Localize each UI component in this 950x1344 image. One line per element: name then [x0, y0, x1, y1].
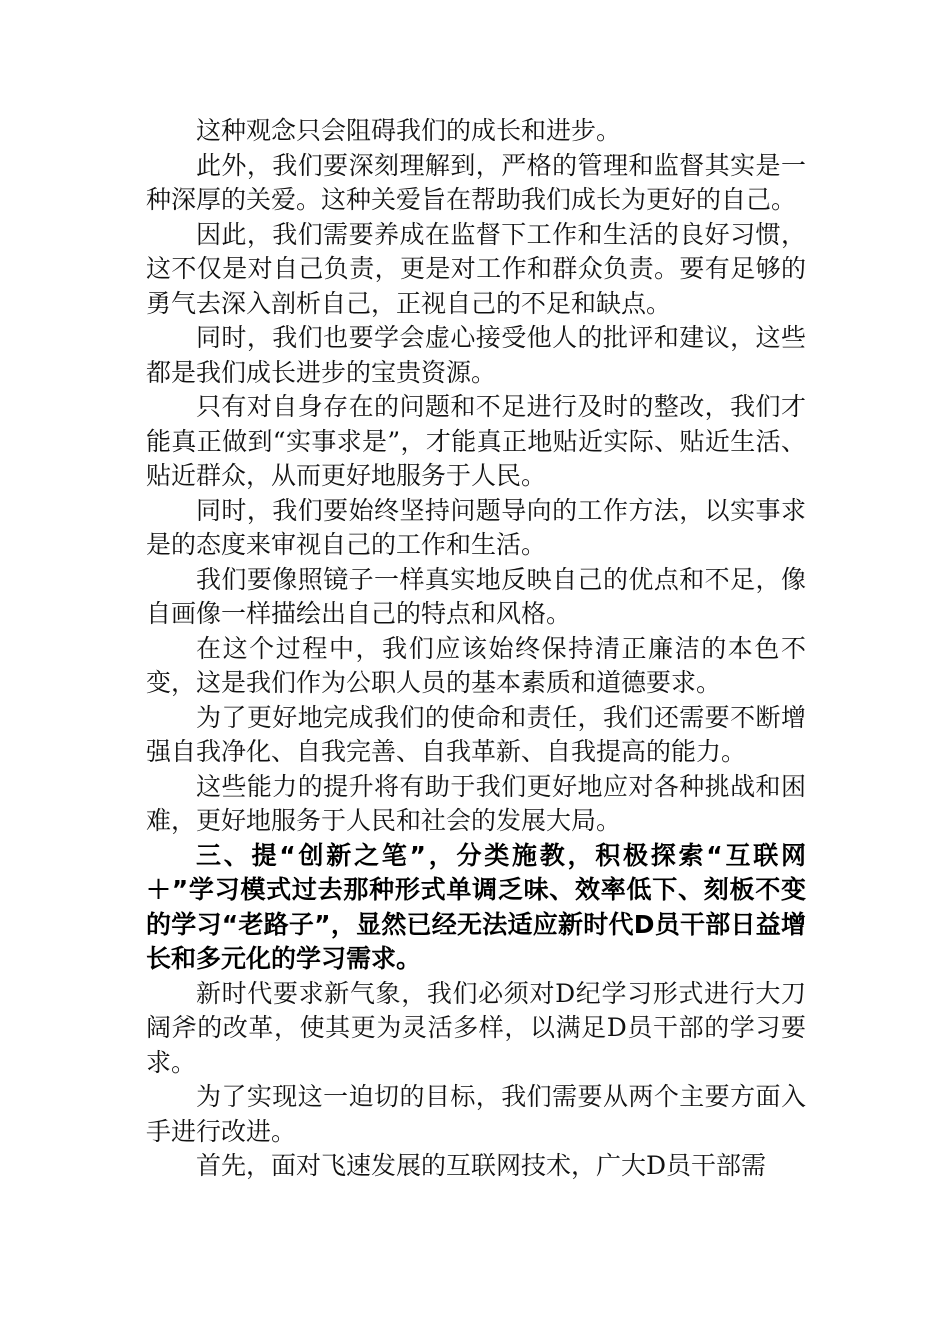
paragraph: 为了实现这一迫切的目标，我们需要从两个主要方面入手进行改进。 — [146, 1082, 806, 1146]
paragraph: 为了更好地完成我们的使命和责任，我们还需要不断增强自我净化、自我完善、自我革新、自我提高的能力。 — [146, 702, 806, 766]
paragraph: 在这个过程中，我们应该始终保持清正廉洁的本色不变，这是我们作为公职人员的基本素质和道德要求。 — [146, 633, 806, 697]
paragraph: 这些能力的提升将有助于我们更好地应对各种挑战和困难，更好地服务于人民和社会的发展大局。 — [146, 771, 806, 835]
document-body — [146, 114, 806, 1184]
section-heading: 三、提“创新之笔”，分类施教，积极探索“互联网＋”学习模式过去那种形式单调乏味、效率低下、刻板不变的学习“老路子”，显然已经无法适应新时代D员干部日益增长和多元化的学习需求。 — [146, 840, 806, 973]
paragraph: 只有对自身存在的问题和不足进行及时的整改，我们才能真正做到“实事求是”，才能真正地贴近实际、贴近生活、贴近群众，从而更好地服务于人民。 — [146, 392, 806, 490]
paragraph: 此外，我们要深刻理解到，严格的管理和监督其实是一种深厚的关爱。这种关爱旨在帮助我们成长为更好的自己。 — [146, 150, 806, 214]
paragraph: 我们要像照镜子一样真实地反映自己的优点和不足，像自画像一样描绘出自己的特点和风格。 — [146, 564, 806, 628]
paragraph: 因此，我们需要养成在监督下工作和生活的良好习惯，这不仅是对自己负责，更是对工作和群众负责。要有足够的勇气去深入剖析自己，正视自己的不足和缺点。 — [146, 219, 806, 318]
paragraph: 首先，面对飞速发展的互联网技术，广大D员干部需 — [196, 1151, 767, 1180]
paragraph: 这种观念只会阻碍我们的成长和进步。 — [196, 116, 622, 145]
paragraph: 同时，我们也要学会虚心接受他人的批评和建议，这些都是我们成长进步的宝贵资源。 — [146, 323, 806, 387]
paragraph: 新时代要求新气象，我们必须对D纪学习形式进行大刀阔斧的改革，使其更为灵活多样，以满足D员干部的学习要求。 — [146, 978, 806, 1077]
paragraph: 同时，我们要始终坚持问题导向的工作方法，以实事求是的态度来审视自己的工作和生活。 — [146, 495, 806, 559]
